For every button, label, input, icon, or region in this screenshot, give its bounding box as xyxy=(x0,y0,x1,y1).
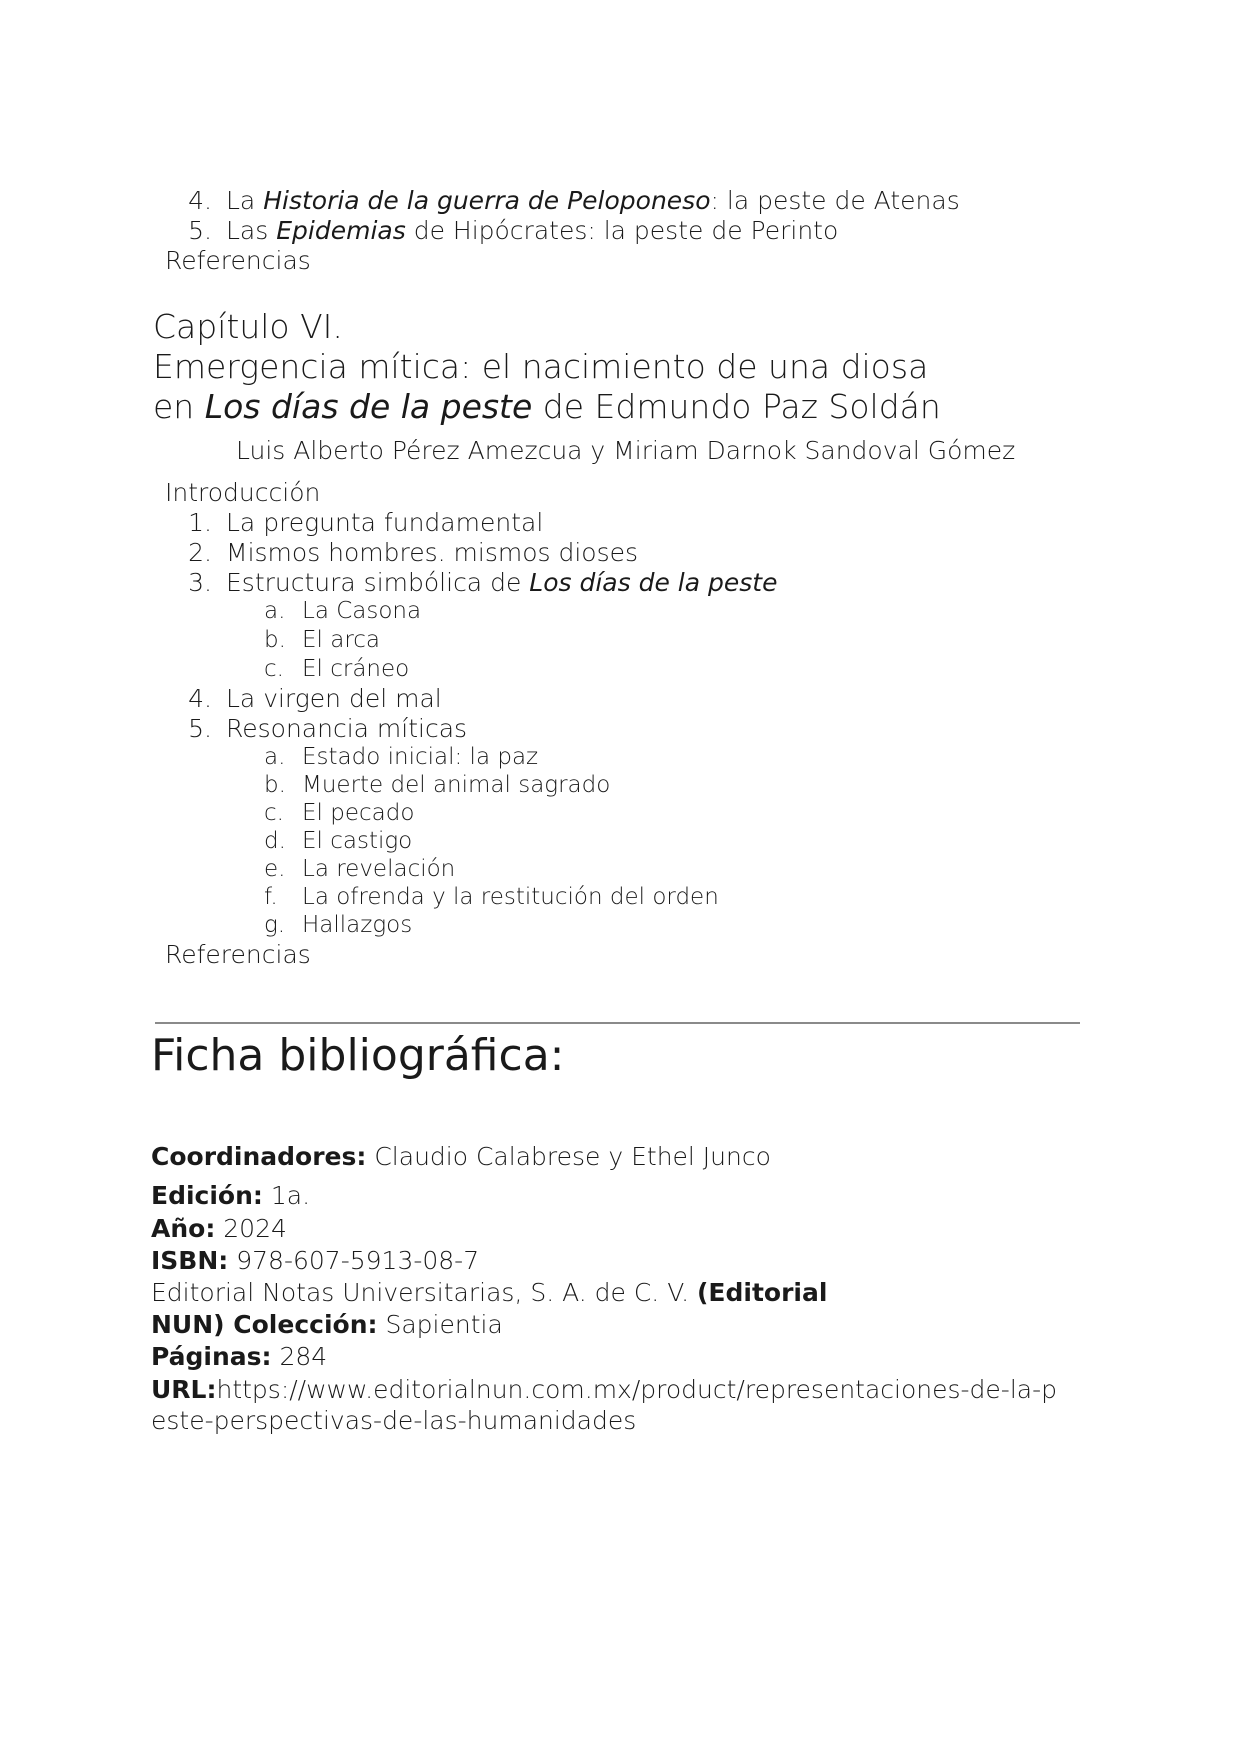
subitem-letter: c. xyxy=(264,800,284,826)
url-link[interactable]: https://www.editorialnun.com.mx/product/representaciones-de-la-p xyxy=(216,1375,1057,1404)
subitem-letter: a. xyxy=(264,744,286,770)
subitem-text: El castigo xyxy=(302,828,413,854)
toc-subitem-3a xyxy=(264,598,421,624)
item-text: Estructura simbólica de xyxy=(226,568,530,597)
item-italic-title: Los días de la peste xyxy=(529,568,778,597)
field-value: 2024 xyxy=(215,1214,287,1243)
toc-item-1 xyxy=(170,508,543,537)
chapter-italic-title: Los días de la peste xyxy=(204,387,533,426)
item-text: La virgen del mal xyxy=(226,684,442,713)
field-value: Sapientia xyxy=(377,1310,503,1339)
subitem-text: La revelación xyxy=(302,856,456,882)
field-label: ISBN: xyxy=(151,1246,229,1275)
toc-subitem-5f xyxy=(264,884,719,910)
toc-prev-references: Referencias xyxy=(165,246,311,275)
chapter-label: Capítulo VI. xyxy=(153,307,343,346)
item-number: 1. xyxy=(188,508,212,537)
subitem-letter: e. xyxy=(264,856,286,882)
field-label: Edición: xyxy=(151,1181,263,1210)
toc-subitem-5a xyxy=(264,744,538,770)
toc-subitem-3c xyxy=(264,656,409,682)
item-number: 5. xyxy=(188,714,212,743)
toc-subitem-3b xyxy=(264,627,380,653)
toc-subitem-5b xyxy=(264,772,610,798)
toc-subitem-5c xyxy=(264,800,414,826)
chapter-title-line2: en Los días de la peste de Edmundo Paz Soldán xyxy=(153,387,941,426)
item-text: Resonancia míticas xyxy=(226,714,468,743)
item-text: La xyxy=(226,186,264,215)
field-url[interactable] xyxy=(151,1375,1057,1404)
subitem-text: Hallazgos xyxy=(302,912,413,938)
field-isbn xyxy=(151,1246,479,1275)
field-value: 284 xyxy=(271,1342,328,1371)
field-value: 978-607-5913-08-7 xyxy=(228,1246,480,1275)
item-text: La pregunta fundamental xyxy=(226,508,544,537)
subitem-letter: b. xyxy=(264,627,286,653)
field-coordinadores xyxy=(151,1142,771,1171)
toc-introduction: Introducción xyxy=(165,478,321,507)
subitem-letter: d. xyxy=(264,828,286,854)
item-number: 4. xyxy=(188,684,212,713)
subitem-text: Estado inicial: la paz xyxy=(302,744,539,770)
ficha-title: Ficha bibliográfica: xyxy=(151,1030,565,1081)
toc-item-prev-4 xyxy=(170,186,960,215)
chapter-title-line1: Emergencia mítica: el nacimiento de una diosa xyxy=(153,347,929,386)
chapter-authors: Luis Alberto Pérez Amezcua y Miriam Darnok Sandoval Gómez xyxy=(236,436,1016,465)
subitem-letter: f. xyxy=(264,884,278,910)
field-label: Páginas: xyxy=(151,1342,272,1371)
item-number: 3. xyxy=(188,568,212,597)
item-text: Mismos hombres. mismos dioses xyxy=(226,538,639,567)
toc-item-4 xyxy=(170,684,442,713)
subitem-letter: c. xyxy=(264,656,284,682)
item-italic-title: Historia de la guerra de Peloponeso xyxy=(263,186,711,215)
field-value: Editorial Notas Universitarias, S. A. de C. V. xyxy=(151,1278,697,1307)
toc-item-5 xyxy=(170,714,467,743)
field-label: NUN) Colección: xyxy=(151,1310,378,1339)
field-anio xyxy=(151,1214,287,1243)
toc-item-prev-5 xyxy=(170,216,838,245)
subitem-text: Muerte del animal sagrado xyxy=(302,772,611,798)
url-link[interactable]: este-perspectivas-de-las-humanidades xyxy=(151,1406,637,1435)
field-label: URL: xyxy=(151,1375,217,1404)
toc-references: Referencias xyxy=(165,940,311,969)
toc-item-3 xyxy=(170,568,777,597)
section-divider xyxy=(155,1022,1080,1024)
item-text: Las xyxy=(226,216,277,245)
subitem-letter: a. xyxy=(264,598,286,624)
subitem-text: El arca xyxy=(302,627,381,653)
toc-subitem-5e xyxy=(264,856,455,882)
item-number: 5. xyxy=(188,216,212,245)
field-value: Claudio Calabrese y Ethel Junco xyxy=(366,1142,771,1171)
toc-item-2 xyxy=(170,538,638,567)
field-coleccion xyxy=(151,1310,503,1339)
subitem-text: La ofrenda y la restitución del orden xyxy=(302,884,719,910)
item-number: 2. xyxy=(188,538,212,567)
item-text: de Hipócrates: la peste de Perinto xyxy=(405,216,839,245)
field-value: 1a. xyxy=(262,1181,311,1210)
field-paginas xyxy=(151,1342,327,1371)
item-number: 4. xyxy=(188,186,212,215)
item-text: : la peste de Atenas xyxy=(710,186,960,215)
toc-subitem-5g xyxy=(264,912,412,938)
subitem-text: El pecado xyxy=(302,800,415,826)
toc-subitem-5d xyxy=(264,828,412,854)
field-url-continued[interactable] xyxy=(151,1406,636,1435)
field-label: Coordinadores: xyxy=(151,1142,367,1171)
field-label: Año: xyxy=(151,1214,216,1243)
field-label: (Editorial xyxy=(696,1278,828,1307)
field-edicion xyxy=(151,1181,310,1210)
subitem-letter: g. xyxy=(264,912,286,938)
subitem-letter: b. xyxy=(264,772,286,798)
field-editorial xyxy=(151,1278,827,1307)
item-italic-title: Epidemias xyxy=(276,216,406,245)
subitem-text: La Casona xyxy=(302,598,422,624)
subitem-text: El cráneo xyxy=(302,656,410,682)
